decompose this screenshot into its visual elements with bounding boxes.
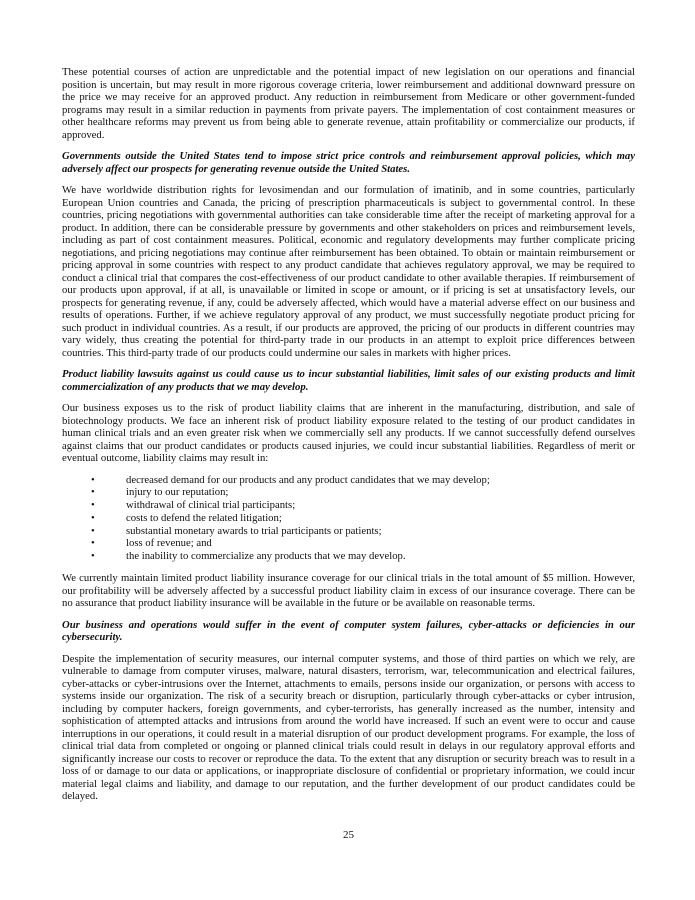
bullet-icon: • xyxy=(91,486,95,499)
heading-foreign-price-controls: Governments outside the United States tend to impose strict price controls and reimbursement approval policies, which may adversely affect our prospects for generating revenue outside the United States. xyxy=(62,150,635,175)
liability-consequences-list xyxy=(62,474,635,564)
bullet-icon: • xyxy=(91,550,95,563)
bullet-icon: • xyxy=(91,499,95,512)
page-number: 25 xyxy=(343,828,354,841)
list-item: • substantial monetary awards to trial participants or patients; xyxy=(91,524,382,537)
paragraph-insurance: We currently maintain limited product liability insurance coverage for our clinical trials in the total amount of $5 million. However, our profitability will be adversely affected by a successful product liability claim in excess of our insurance coverage. There can be no assurance that product liability insurance will be available in the future or be available on reasonable terms. xyxy=(62,572,635,610)
list-item: • loss of revenue; and xyxy=(91,537,212,550)
list-item: • costs to defend the related litigation; xyxy=(91,511,282,524)
paragraph-foreign-pricing: We have worldwide distribution rights for levosimendan and our formulation of imatinib, and in some countries, particularly European Union countries and Canada, the pricing of prescription pharmaceuticals is subject to governmental control. In these countries, pricing negotiations with governmental authorities can take considerable time after the receipt of marketing approval for a product. In addition, there can be considerable pressure by governments and other stakeholders on prices and reimbursement levels, including as part of cost containment measures. Political, economic and regulatory developments may further complicate pricing negotiations, and pricing negotiations may continue after reimbursement has been obtained. To obtain or maintain reimbursement or pricing approval in some countries with respect to any product candidate that achieves regulatory approval, we may be required to conduct a clinical trial that compares the cost-effectiveness of our product candidate to other available therapies. If reimbursement of our products upon approval, if at all, is unavailable or limited in scope or amount, or if pricing is set at unsatisfactory levels, our prospects for generating revenue, if any, could be adversely affected, which would have a material adverse effect on our business and results of operations. Further, if we achieve regulatory approval of any product, we must successfully negotiate product pricing for such product in individual countries. As a result, if our products are approved, the pricing of our products in different countries may vary widely, thus creating the potential for third-party trade in our products in an attempt to exploit price differences between countries. This third-party trade of our products could undermine our sales in markets with higher prices. xyxy=(62,184,635,359)
bullet-icon: • xyxy=(91,524,95,537)
bullet-icon: • xyxy=(91,473,95,486)
list-item: • withdrawal of clinical trial participants; xyxy=(91,499,296,512)
paragraph-cybersecurity: Despite the implementation of security measures, our internal computer systems, and those of third parties on which we rely, are vulnerable to damage from computer viruses, malware, natural disasters, terrorism, war, telecommunication and electrical failures, cyber-attacks or cyber-intrusions over the Internet, attachments to emails, persons inside our organization, or persons with access to systems inside our organization. The risk of a security breach or disruption, particularly through cyber-attacks or cyber intrusion, including by computer hackers, foreign governments, and cyber-terrorists, has generally increased as the number, intensity and sophistication of attempted attacks and intrusions from around the world have increased. If such an event were to occur and cause interruptions in our operations, it could result in a material disruption of our product development programs. For example, the loss of clinical trial data from completed or ongoing or planned clinical trials could result in delays in our regulatory approval efforts and significantly increase our costs to recover or reproduce the data. To the extent that any disruption or security breach was to result in a loss of or damage to our data or applications, or inappropriate disclosure of confidential or proprietary information, we could incur material legal claims and liability, and damage to our reputation, and the further development of our product candidates could be delayed. xyxy=(62,652,635,803)
bullet-icon: • xyxy=(91,537,95,550)
heading-cybersecurity: Our business and operations would suffer in the event of computer system failures, cyber-attacks or deficiencies in our cybersecurity. xyxy=(62,618,635,644)
paragraph-healthcare-reform: These potential courses of action are unpredictable and the potential impact of new legislation on our operations and financial position is uncertain, but may result in more rigorous coverage criteria, lower reimbursement and additional downward pressure on the price we may receive for an approved product. Any reduction in reimbursement from Medicare or other government-funded programs may result in a similar reduction in payments from private payers. The implementation of cost containment measures or other healthcare reforms may prevent us from being able to generate revenue, attain profitability or commercialize our products, if approved. xyxy=(62,66,635,141)
bullet-icon: • xyxy=(91,511,95,524)
heading-product-liability: Product liability lawsuits against us could cause us to incur substantial liabilities, limit sales of our existing products and limit commercialization of any products that we may develop. xyxy=(62,368,635,393)
list-item: • the inability to commercialize any products that we may develop. xyxy=(91,550,406,563)
paragraph-product-liability: Our business exposes us to the risk of product liability claims that are inherent in the manufacturing, distribution, and sale of biotechnology products. We face an inherent risk of product liability exposure related to the testing of our product candidates in human clinical trials and an even greater risk when we commercially sell any products. If we cannot successfully defend ourselves against claims that our product candidates or products caused injuries, we could incur substantial liabilities. Regardless of merit or eventual outcome, liability claims may result in: xyxy=(62,402,635,464)
list-item: • injury to our reputation; xyxy=(91,486,229,499)
list-item: • decreased demand for our products and any product candidates that we may develop; xyxy=(91,473,490,486)
